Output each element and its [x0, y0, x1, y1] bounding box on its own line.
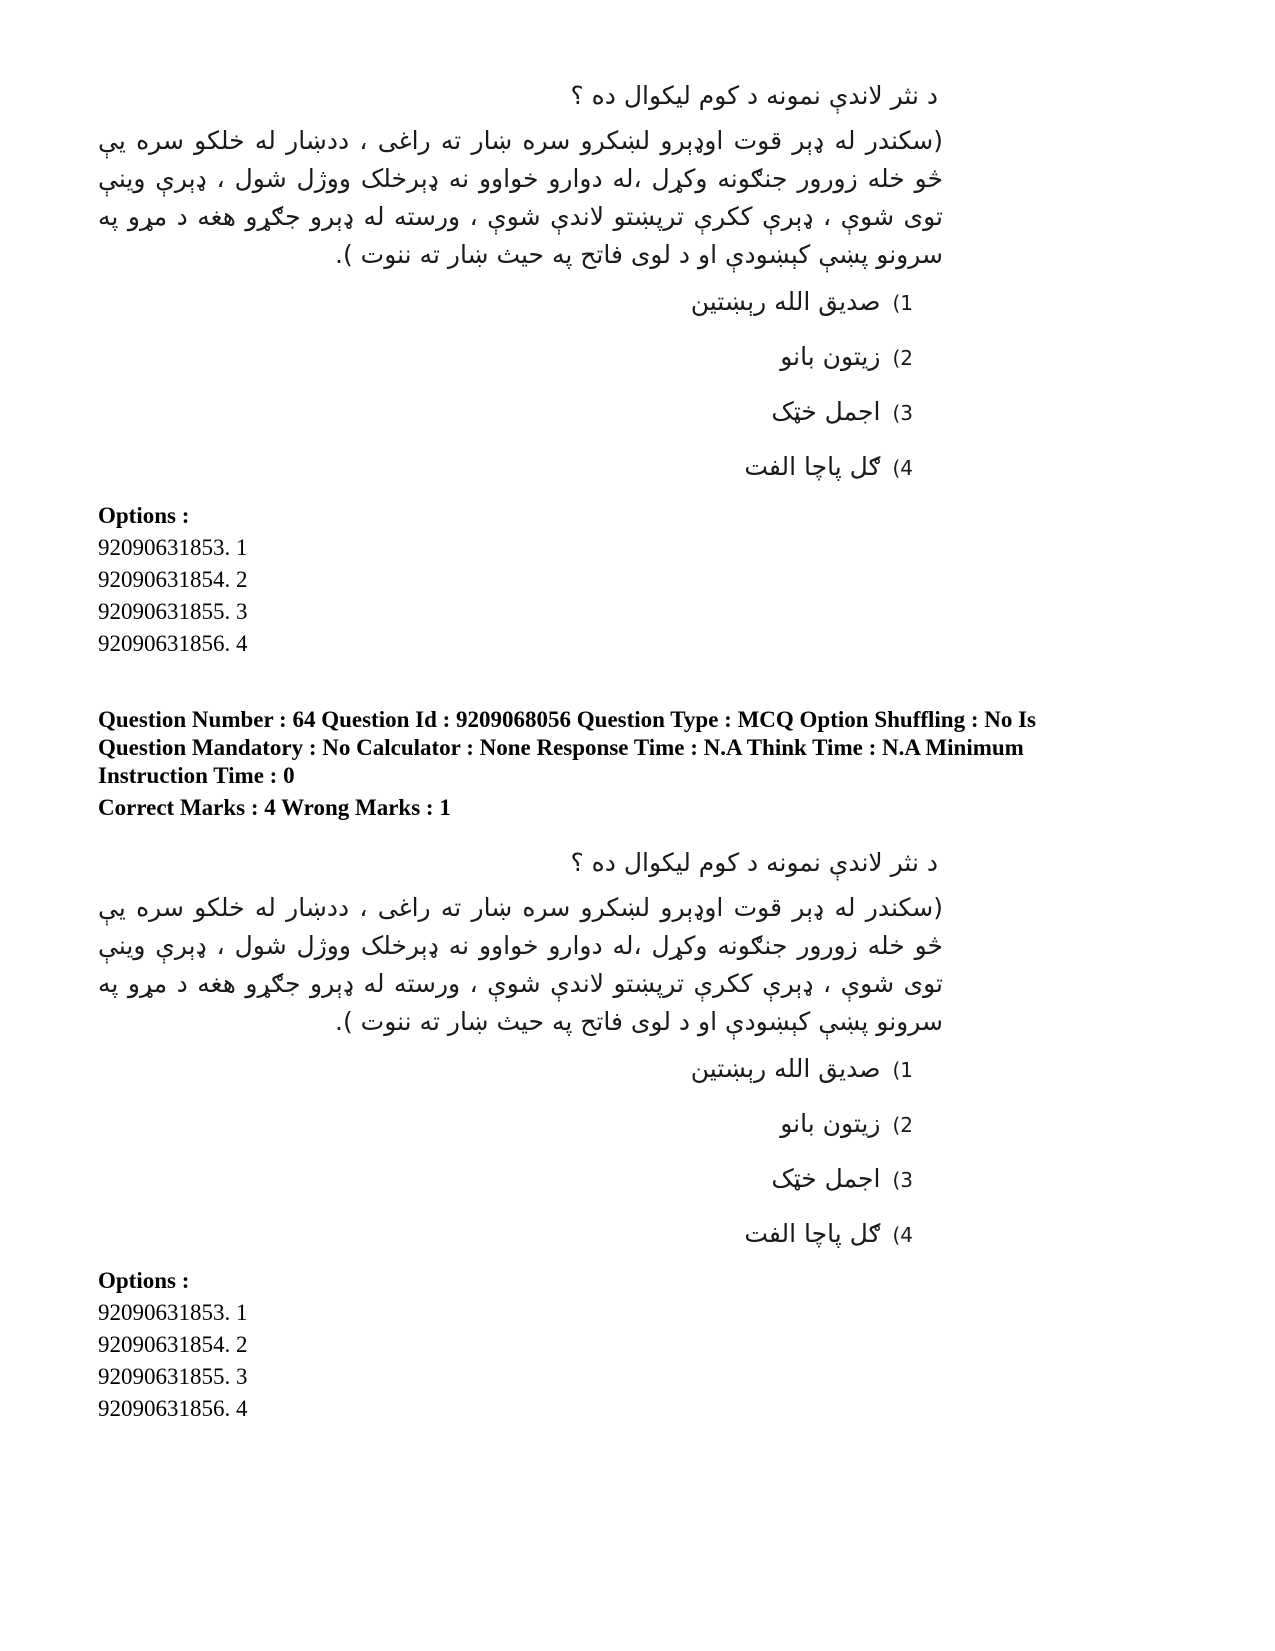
question-passage: (سکندر له ډېر قوت اوډېرو لښکرو سره ښار ته راغی ، ددښار له خلکو سره یې څو خله زورور جنګونه وکړل ،له دوارو خواوو نه ډېرخلک ووژل شول ، ډېرې وینې توی شوې ، ډېرې ککرې ترپښتو لاندې شوې ، ورسته له ډېرو جګړو هغه د مړو په سرونو پښې کېښودې او د لوی فاتح په حیث ښار ته ننوت ).: [98, 126, 943, 269]
choice-item: [98, 1161, 958, 1198]
meta-line: Question Number : 64 Question Id : 9209068056 Question Type : MCQ Option Shuffling : No Is: [98, 707, 1037, 732]
choice-number: 1): [892, 291, 913, 315]
choice-item: [98, 449, 958, 486]
choice-item: [98, 1106, 958, 1143]
option-line: 92090631853. 1: [98, 1300, 248, 1325]
choice-text: اجمل خټک: [771, 397, 881, 426]
choice-text: اجمل خټک: [771, 1164, 881, 1193]
choice-item: [98, 1216, 958, 1253]
choice-item: [98, 339, 958, 376]
question-title: د نثر لاندې نمونه د کوم لیکوال ده ؟: [570, 81, 938, 110]
options-label: Options :: [98, 1268, 190, 1293]
option-line: 92090631854. 2: [98, 1332, 248, 1357]
choice-text: صدیق الله رېښتین: [690, 287, 881, 316]
question-meta: [98, 706, 1198, 822]
options-block-2: [98, 1265, 1198, 1425]
options-block-1: [98, 500, 1198, 660]
choice-number: 1): [892, 1058, 913, 1082]
choice-text: زیتون بانو: [780, 342, 881, 371]
choice-text: ګل پاچا الفت: [744, 452, 881, 481]
question-passage: (سکندر له ډېر قوت اوډېرو لښکرو سره ښار ته راغی ، ددښار له خلکو سره یې څو خله زورور جنګونه وکړل ،له دوارو خواوو نه ډېرخلک ووژل شول ، ډېرې وینې توی شوې ، ډېرې ککرې ترپښتو لاندې شوې ، ورسته له ډېرو جګړو هغه د مړو په سرونو پښې کېښودې او د لوی فاتح په حیث ښار ته ننوت ).: [98, 893, 943, 1036]
options-label: Options :: [98, 503, 190, 528]
choice-number: 2): [892, 1113, 913, 1137]
choice-item: [98, 1051, 958, 1088]
option-line: 92090631856. 4: [98, 631, 248, 656]
question-image-1: [98, 78, 958, 504]
question-title: د نثر لاندې نمونه د کوم لیکوال ده ؟: [570, 848, 938, 877]
choice-text: زیتون بانو: [780, 1109, 881, 1138]
choice-list: [98, 284, 958, 486]
choice-number: 2): [892, 346, 913, 370]
option-line: 92090631854. 2: [98, 567, 248, 592]
choice-number: 4): [892, 456, 913, 480]
choice-number: 3): [892, 1168, 913, 1192]
choice-text: صدیق الله رېښتین: [690, 1054, 881, 1083]
option-line: 92090631855. 3: [98, 599, 248, 624]
marks-line: Correct Marks : 4 Wrong Marks : 1: [98, 795, 451, 820]
option-line: 92090631855. 3: [98, 1364, 248, 1389]
meta-line: Question Mandatory : No Calculator : None Response Time : N.A Think Time : N.A Minimum: [98, 735, 1024, 760]
meta-line: Instruction Time : 0: [98, 763, 295, 788]
question-image-2: [98, 845, 958, 1271]
choice-number: 3): [892, 401, 913, 425]
choice-item: [98, 284, 958, 321]
option-line: 92090631853. 1: [98, 535, 248, 560]
option-line: 92090631856. 4: [98, 1396, 248, 1421]
choice-list: [98, 1051, 958, 1253]
choice-item: [98, 394, 958, 431]
choice-number: 4): [892, 1223, 913, 1247]
choice-text: ګل پاچا الفت: [744, 1219, 881, 1248]
